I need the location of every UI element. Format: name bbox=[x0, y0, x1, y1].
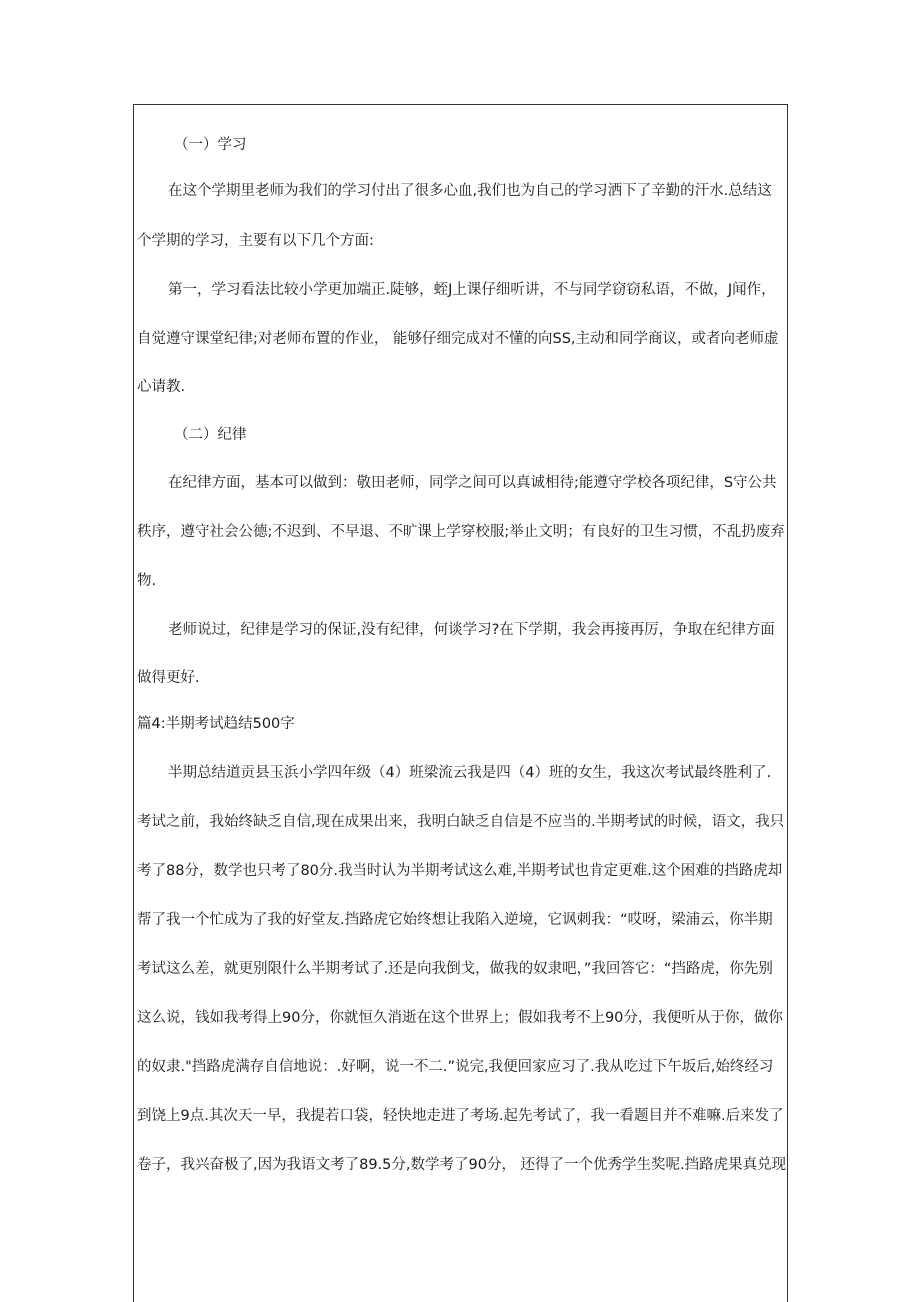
paragraph-line: 心请教. bbox=[137, 379, 186, 395]
paragraph-line: 做得更好. bbox=[137, 670, 200, 686]
paragraph-line: 个学期的学习，主要有以下几个方面: bbox=[137, 233, 374, 249]
document-frame bbox=[133, 104, 788, 1302]
paragraph-line: 到饶上9点.其次天一早，我提若口袋，轻快地走进了考场.起先考试了，我一看题目并不难嘛.后来发了 bbox=[137, 1108, 784, 1124]
article-title: 篇4:半期考试趋结500字 bbox=[137, 716, 295, 732]
section-heading-discipline: （二）纪律 bbox=[174, 427, 247, 443]
paragraph-line: 物. bbox=[137, 573, 157, 589]
paragraph-line: 这么说，钱如我考得上90分，你就恒久消逝在这个世界上；假如我考不上90分，我便听从于你，做你 bbox=[137, 1010, 783, 1026]
paragraph-line: 自觉遵守课堂纪律;对老师布置的作业， 能够仔细完成对不懂的向SS,主动和同学商议，或者向老师虚 bbox=[137, 331, 779, 347]
paragraph-line: 在纪律方面，基本可以做到：敬田老师，同学之间可以真诚相待;能遵守学校各项纪律，S守公共 bbox=[168, 475, 777, 491]
paragraph-line: 秩序，遵守社会公德;不迟到、不早退、不旷课上学穿校服;举止文明；有良好的卫生习惯，不乱扔废弃 bbox=[137, 524, 785, 540]
paragraph-line: 考了88分，数学也只考了80分.我当时认为半期考试这么难,半期考试也肯定更难.这个困难的挡路虎却 bbox=[137, 863, 783, 879]
paragraph-line: 半期总结道贡县玉浜小学四年级（4）班梁流云我是四（4）班的女生，我这次考试最终胜利了. bbox=[168, 765, 772, 781]
paragraph-line: 老师说过，纪律是学习的保证,没有纪律，何谈学习?在下学期，我会再接再厉，争取在纪律方面 bbox=[168, 622, 775, 638]
paragraph-line: 卷子，我兴奋极了,因为我语文考了89.5分,数学考了90分， 还得了一个优秀学生奖呢.挡路虎果真兑现 bbox=[137, 1157, 787, 1173]
paragraph-line: 考试这么差，就更别限什么半期考试了.还是向我倒戈，做我的奴隶吧，”我回答它：“挡路虎，你先别 bbox=[137, 961, 773, 977]
paragraph-line: 第一，学习看法比较小学更加端正.陡够，蛭J上课仔细听讲，不与同学窃窃私语，不做，J闻作， bbox=[168, 282, 776, 298]
paragraph-line: 考试之前，我始终缺乏自信,现在成果出来，我明白缺乏自信是不应当的.半期考试的时候，语文，我只 bbox=[137, 814, 785, 830]
section-heading-study: （一）学习 bbox=[174, 137, 247, 153]
paragraph-line: 帮了我一个忙成为了我的好堂友.挡路虎它始终想让我陷入逆境，它讽刺我：“哎呀，梁浦云，你半期 bbox=[137, 912, 773, 928]
paragraph-line: 在这个学期里老师为我们的学习付出了很多心血,我们也为自己的学习洒下了辛勤的汗水.总结这 bbox=[168, 183, 772, 199]
paragraph-line: 的奴隶."挡路虎满存自信地说：.好啊，说一不二.”说完,我便回家应习了.我从吃过下午坂后,始终经习 bbox=[137, 1059, 774, 1075]
